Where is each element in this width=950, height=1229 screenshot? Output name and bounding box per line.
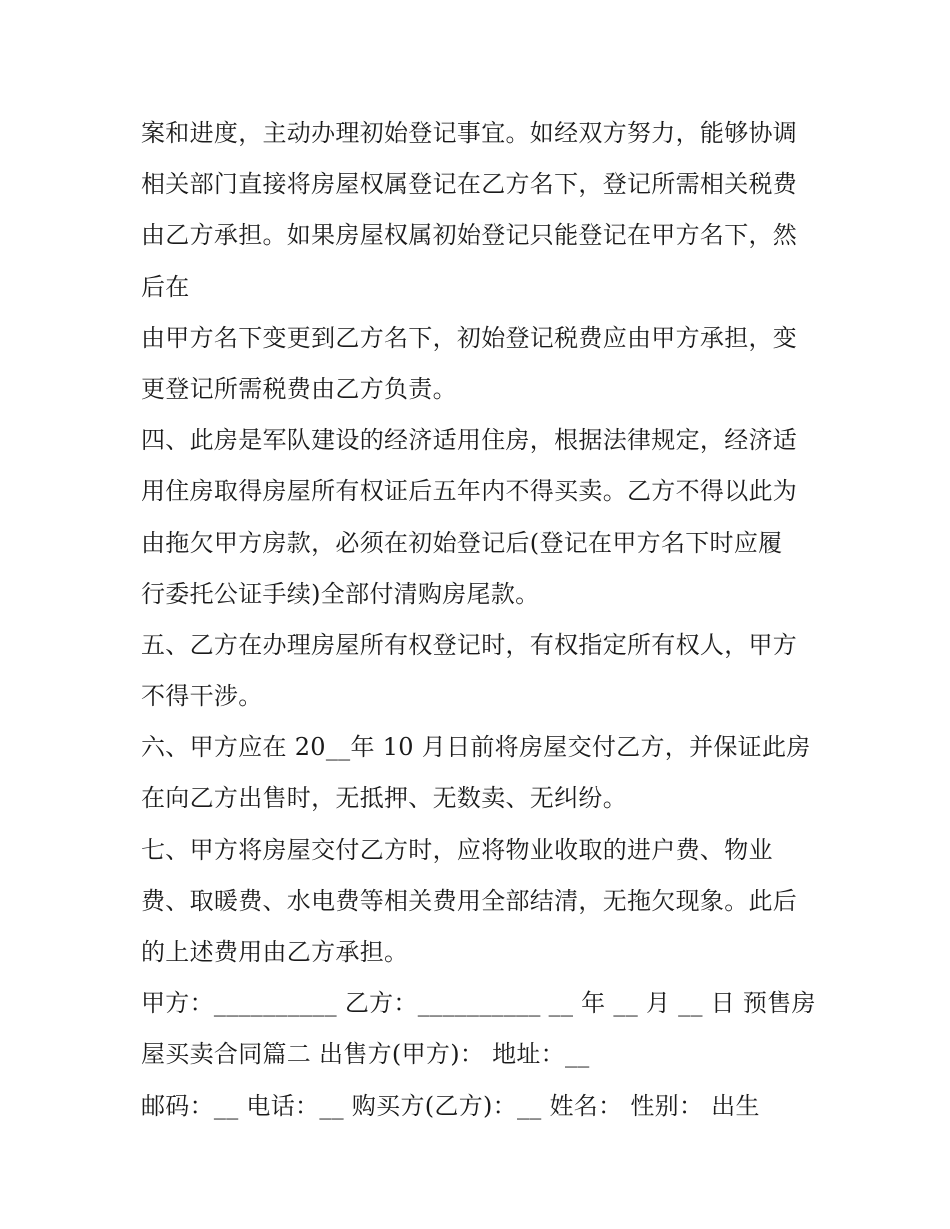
clause-four-line: 四、此房是军队建设的经济适用住房，根据法律规定，经济适 [141,426,798,455]
text-line: 由拖欠甲方房款，必须在初始登记后(登记在甲方名下时应履 [141,528,783,557]
text-line: 由甲方名下变更到乙方名下，初始登记税费应由甲方承担，变 [141,323,798,352]
text-line: 由乙方承担。如果房屋权属初始登记只能登记在甲方名下，然 [141,221,798,250]
text-line: 案和进度，主动办理初始登记事宜。如经双方努力，能够协调 [141,119,798,147]
text-line: 相关部门直接将房屋权属登记在乙方名下，登记所需相关税费 [141,170,798,199]
text-line: 用住房取得房屋所有权证后五年内不得买卖。乙方不得以此为 [141,477,798,506]
clause-six-line: 六、甲方应在 20__年 10 月日前将房屋交付乙方，并保证此房 [141,733,811,762]
text-line: 在向乙方出售时，无抵押、无数卖、无纠纷。 [141,784,627,813]
contract-two-header-line: 屋买卖合同篇二 出售方(甲方)： 地址：__ [141,1040,590,1069]
text-line: 更登记所需税费由乙方负责。 [141,374,457,403]
signature-line: 甲方：__________ 乙方：__________ __ 年 __ 月 __ 日 预售房 [141,989,816,1018]
clause-seven-line: 七、甲方将房屋交付乙方时，应将物业收取的进户费、物业 [141,835,773,864]
contract-body-text [141,108,821,1132]
contact-info-line: 邮码：__ 电话：__ 购买方(乙方)：__ 姓名： 性别： 出生 [141,1091,760,1120]
text-line: 行委托公证手续)全部付清购房尾款。 [141,579,540,608]
text-line: 后在 [141,272,190,301]
text-line: 的上述费用由乙方承担。 [141,938,409,966]
text-line: 费、取暖费、水电费等相关费用全部结清，无拖欠现象。此后 [141,886,798,915]
clause-five-line: 五、乙方在办理房屋所有权登记时，有权指定所有权人，甲方 [141,630,798,659]
text-line: 不得干涉。 [141,682,263,711]
